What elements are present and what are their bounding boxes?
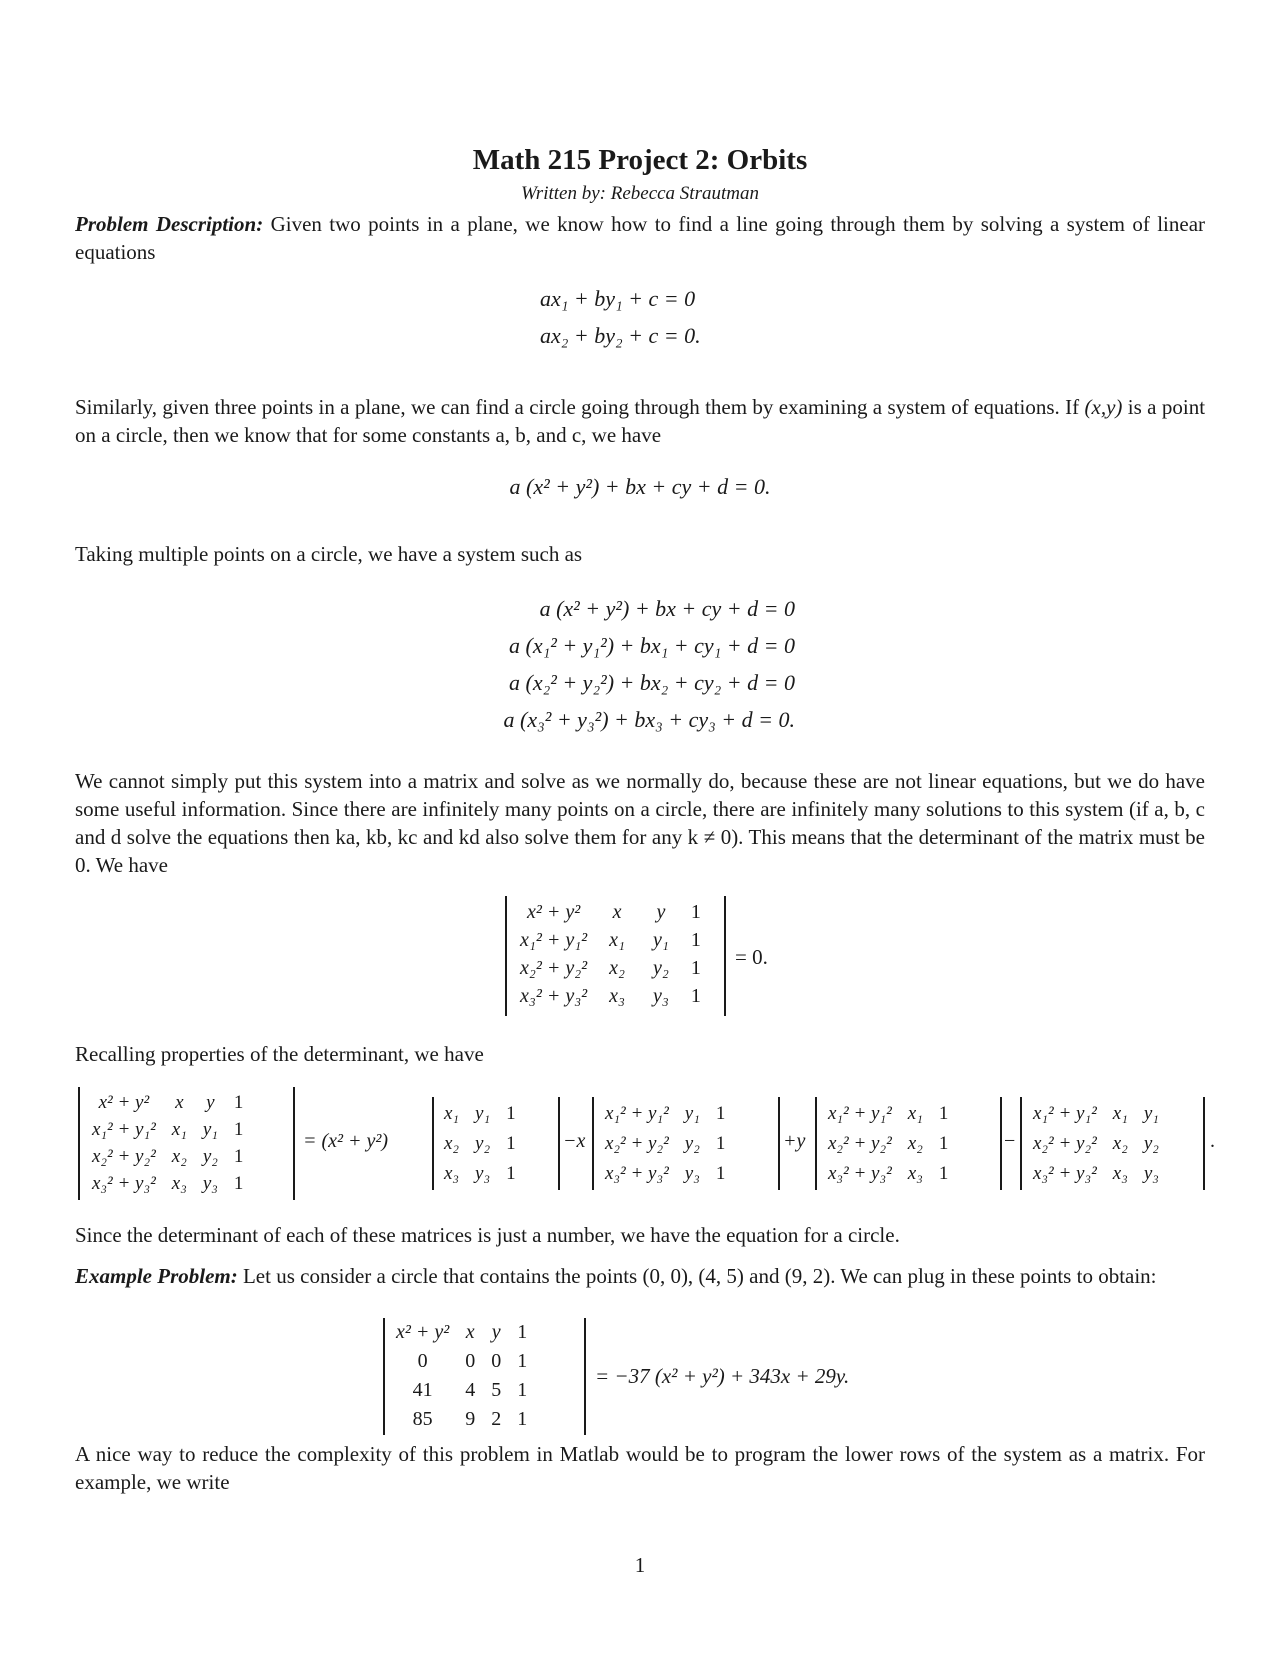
- det-bar-right: [724, 896, 726, 1016]
- example-cell: 1: [517, 1379, 528, 1401]
- example-cell: 41: [412, 1379, 433, 1401]
- exp-bar: [558, 1097, 560, 1190]
- exp-bar: [1020, 1097, 1022, 1190]
- line-equation-2: ax₂ + by₂ + c = 0.: [540, 323, 701, 348]
- minor-cell: y₁: [475, 1103, 491, 1124]
- matlab-paragraph: A nice way to reduce the complexity of this problem in Matlab would be to program the lower rows of the system as a matrix. For example, we write: [75, 1442, 1205, 1494]
- exp-cell: y₃: [202, 1173, 218, 1194]
- system-line: a (x₂² + y₂²) + bx₂ + cy₂ + d = 0: [509, 670, 795, 695]
- minor-cell: x₂: [444, 1133, 460, 1154]
- example-paragraph: [75, 1262, 1205, 1290]
- exp-cell: x₁² + y₁²: [92, 1119, 156, 1140]
- similarly-text-b: is a point on a circle, then we know that for some constants a, b, and c, we have: [75, 395, 1206, 447]
- minor-2-table: [597, 1099, 733, 1189]
- minus-x-term: −x: [563, 1130, 586, 1152]
- det-cell: 1: [690, 901, 701, 923]
- determinant-reasoning-paragraph: We cannot simply put this system into a matrix and solve as we normally do, because these are not linear equations, but we do have some useful information. Since there are infinitely many points on a circle, there are infinitely many solutions to this system (if a, b, c and d solve the equations then ka, kb, kc and kd also solve them for any k ≠ 0). This means that the determinant of the matrix must be 0. We have: [75, 769, 1205, 877]
- det-row: [512, 926, 709, 954]
- det-cell: y: [656, 901, 666, 923]
- det-cell: y₃: [653, 985, 669, 1007]
- det-equals-zero: = 0.: [735, 945, 768, 969]
- det-cell: x₃² + y₃²: [520, 985, 588, 1007]
- example-determinant-table: [388, 1318, 535, 1434]
- page-title: Math 215 Project 2: Orbits: [472, 144, 808, 176]
- det-cell: y₂: [653, 957, 669, 979]
- minor-cell: x₂² + y₂²: [828, 1133, 892, 1154]
- exp-cell: x₂² + y₂²: [92, 1146, 156, 1167]
- minor-cell: x₂: [1112, 1133, 1128, 1154]
- det-cell: 1: [690, 957, 701, 979]
- exp-cell: 1: [233, 1092, 244, 1113]
- circle-equation: a (x² + y²) + bx + cy + d = 0.: [509, 474, 771, 499]
- det-row: [512, 898, 709, 926]
- example-cell: 4: [465, 1379, 476, 1401]
- exp-cell: 1: [233, 1173, 244, 1194]
- example-text: Let us consider a circle that contains the points (0, 0), (4, 5) and (9, 2). We can plug in these points to obtain:: [242, 1264, 1157, 1288]
- page-number: 1: [634, 1553, 646, 1577]
- recalling-paragraph: Recalling properties of the determinant, we have: [75, 1042, 484, 1066]
- minor-cell: 1: [938, 1133, 949, 1154]
- exp-cell: y: [206, 1092, 215, 1113]
- example-cell: 85: [412, 1408, 433, 1430]
- minor-4-table: [1025, 1099, 1167, 1189]
- example-cell: y: [491, 1321, 501, 1343]
- example-cell: 1: [517, 1408, 528, 1430]
- exp-bar: [78, 1087, 80, 1200]
- similarly-text-a: Similarly, given three points in a plane, we can find a circle going through them by examining a system of equations. If: [75, 395, 1080, 419]
- example-label: Example Problem:: [75, 1264, 238, 1288]
- minor-cell: 1: [715, 1163, 726, 1184]
- minor-cell: x₂² + y₂²: [1033, 1133, 1097, 1154]
- minor-cell: x₃: [907, 1163, 923, 1184]
- minor-cell: 1: [938, 1103, 949, 1124]
- problem-description-paragraph: [75, 210, 1205, 266]
- system-line: a (x² + y²) + bx + cy + d = 0: [539, 596, 795, 621]
- exp-cell: x: [175, 1092, 184, 1113]
- exp-cell: y₁: [202, 1119, 218, 1140]
- minor-cell: x₃: [1112, 1163, 1128, 1184]
- exp-cell: x₂: [171, 1146, 187, 1167]
- minor-cell: y₃: [475, 1163, 491, 1184]
- minor-cell: x₃: [444, 1163, 460, 1184]
- example-cell: 0: [491, 1350, 502, 1372]
- exp-bar: [778, 1097, 780, 1190]
- minor-cell: x₃² + y₃²: [605, 1163, 669, 1184]
- example-cell: 2: [491, 1408, 502, 1430]
- exp-bar: [1203, 1097, 1205, 1190]
- example-cell: x: [465, 1321, 475, 1343]
- example-cell: 1: [517, 1350, 528, 1372]
- minor-cell: y₂: [1143, 1133, 1159, 1154]
- minor-cell: x₁² + y₁²: [605, 1103, 669, 1124]
- exp-cell: 1: [233, 1146, 244, 1167]
- minor-cell: x₁: [444, 1103, 460, 1124]
- system-line: a (x₁² + y₁²) + bx₁ + cy₁ + d = 0: [509, 633, 795, 658]
- minor-cell: x₂: [907, 1133, 923, 1154]
- main-determinant-table: [512, 898, 709, 1010]
- minor-cell: x₁² + y₁²: [1033, 1103, 1097, 1124]
- example-cell: 0: [465, 1350, 476, 1372]
- since-paragraph: Since the determinant of each of these matrices is just a number, we have the equation for a circle.: [75, 1223, 900, 1247]
- minor-cell: x₃² + y₃²: [828, 1163, 892, 1184]
- example-bar: [584, 1318, 586, 1435]
- expansion-lhs-table: [84, 1089, 251, 1197]
- det-cell: 1: [690, 929, 701, 951]
- minor-cell: y₁: [684, 1103, 700, 1124]
- similarly-paragraph: [75, 393, 1205, 449]
- minus-term: −: [1004, 1130, 1016, 1152]
- problem-intro-text: Given two points in a plane, we know how to find a line going through them by solving a system of linear equations: [75, 212, 1206, 264]
- minor-3-table: [820, 1099, 956, 1189]
- minor-cell: y₂: [475, 1133, 491, 1154]
- minor-cell: 1: [938, 1163, 949, 1184]
- exp-bar: [1000, 1097, 1002, 1190]
- example-result: = −37 (x² + y²) + 343x + 29y.: [595, 1364, 850, 1388]
- minor-cell: y₃: [1143, 1163, 1159, 1184]
- exp-cell: y₂: [202, 1146, 218, 1167]
- example-cell: x² + y²: [396, 1321, 450, 1343]
- author-line: Written by: Rebecca Strautman: [521, 183, 759, 204]
- minor-cell: 1: [506, 1163, 516, 1184]
- minor-cell: 1: [715, 1133, 726, 1154]
- system-line: a (x₃² + y₃²) + bx₃ + cy₃ + d = 0.: [503, 707, 795, 732]
- exp-cell: x₁: [171, 1119, 187, 1140]
- minor-cell: 1: [506, 1133, 516, 1154]
- minor-cell: x₁² + y₁²: [828, 1103, 892, 1124]
- det-cell: y₁: [653, 929, 669, 951]
- det-row: [512, 954, 709, 982]
- minor-cell: y₁: [1143, 1103, 1159, 1124]
- exp-cell: x₃: [171, 1173, 187, 1194]
- minor-cell: x₂² + y₂²: [605, 1133, 669, 1154]
- exp-bar: [432, 1097, 434, 1190]
- line-system: [540, 280, 720, 354]
- det-cell: x₂: [609, 957, 625, 979]
- det-cell: x₂² + y₂²: [520, 957, 588, 979]
- circle-system: [400, 590, 795, 738]
- det-cell: x² + y²: [526, 901, 581, 923]
- minor-cell: y₂: [684, 1133, 700, 1154]
- point-xy: (x,y): [1084, 395, 1123, 419]
- exp-bar: [592, 1097, 594, 1190]
- exp-cell: x² + y²: [98, 1092, 150, 1113]
- minor-cell: x₁: [907, 1103, 923, 1124]
- minor-1-table: [436, 1099, 524, 1189]
- minor-cell: y₃: [684, 1163, 700, 1184]
- expansion-end: .: [1210, 1130, 1215, 1152]
- det-cell: x₃: [609, 985, 625, 1007]
- line-equation-1: ax₁ + by₁ + c = 0: [540, 286, 696, 311]
- exp-cell: x₃² + y₃²: [92, 1173, 156, 1194]
- example-cell: 9: [465, 1408, 476, 1430]
- det-cell: x₁² + y₁²: [520, 929, 588, 951]
- det-cell: x: [612, 901, 622, 923]
- exp-bar: [815, 1097, 817, 1190]
- minor-cell: 1: [506, 1103, 516, 1124]
- example-bar: [383, 1318, 385, 1435]
- example-cell: 1: [517, 1321, 528, 1343]
- det-row: [512, 982, 709, 1010]
- multiple-points-paragraph: Taking multiple points on a circle, we have a system such as: [75, 542, 583, 566]
- minor-cell: 1: [715, 1103, 726, 1124]
- det-bar-left: [505, 896, 507, 1016]
- exp-bar: [293, 1087, 295, 1200]
- exp-cell: 1: [233, 1119, 244, 1140]
- det-cell: 1: [690, 985, 701, 1007]
- example-cell: 5: [491, 1379, 502, 1401]
- minor-cell: x₁: [1112, 1103, 1128, 1124]
- example-cell: 0: [417, 1350, 428, 1372]
- plus-y-term: +y: [783, 1130, 806, 1152]
- problem-description-label: Problem Description:: [75, 212, 264, 236]
- det-cell: x₁: [609, 929, 625, 951]
- minor-cell: x₃² + y₃²: [1033, 1163, 1097, 1184]
- expansion-prefix: = (x² + y²): [303, 1130, 389, 1152]
